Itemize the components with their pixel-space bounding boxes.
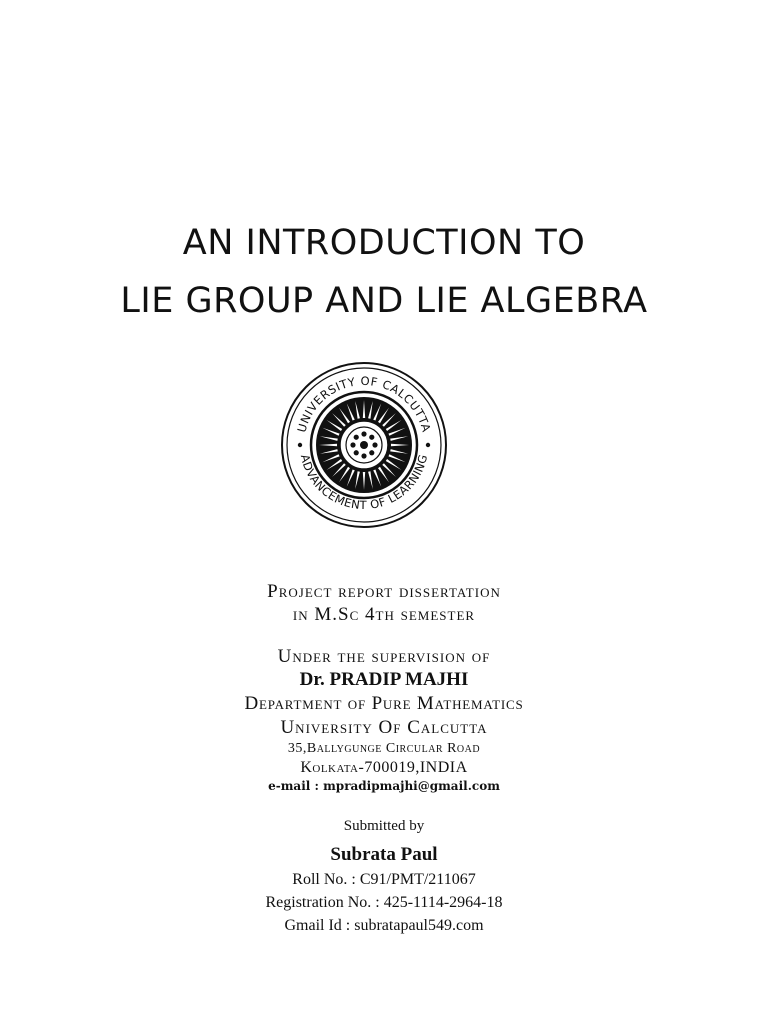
page-title — [0, 214, 768, 330]
report-info — [0, 580, 768, 937]
student-name: Subrata Paul — [330, 844, 438, 865]
supervisor-name: Dr. PRADIP MAJHI — [299, 669, 469, 690]
supervisor-email: e-mail : mpradipmajhi@gmail.com — [268, 779, 500, 793]
report-line-1: Project report dissertation — [267, 581, 501, 602]
seal-bottom-text: ADVANCEMENT OF LEARNING — [297, 452, 431, 513]
registration-number: Registration No. : 425-1114-2964-18 — [265, 894, 503, 911]
university-seal-icon — [279, 360, 449, 530]
address: 35,Ballygunge Circular Road — [287, 741, 481, 756]
roll-number: Roll No. : C91/PMT/211067 — [292, 871, 476, 888]
report-line-2: in M.Sc 4th semester — [292, 604, 476, 625]
submitted-by-label: Submitted by — [343, 818, 425, 834]
supervision-intro: Under the supervision of — [277, 646, 491, 667]
city: Kolkata-700019,INDIA — [300, 759, 468, 776]
seal-top-text: UNIVERSITY OF CALCUTTA — [294, 373, 434, 434]
gmail-id: Gmail Id : subratapaul549.com — [284, 917, 484, 934]
department-name: Department of Pure Mathematics — [244, 693, 524, 714]
title-line-1: AN INTRODUCTION TO — [182, 223, 586, 263]
university-name: University Of Calcutta — [280, 717, 488, 738]
title-line-2: LIE GROUP AND LIE ALGEBRA — [120, 281, 648, 321]
